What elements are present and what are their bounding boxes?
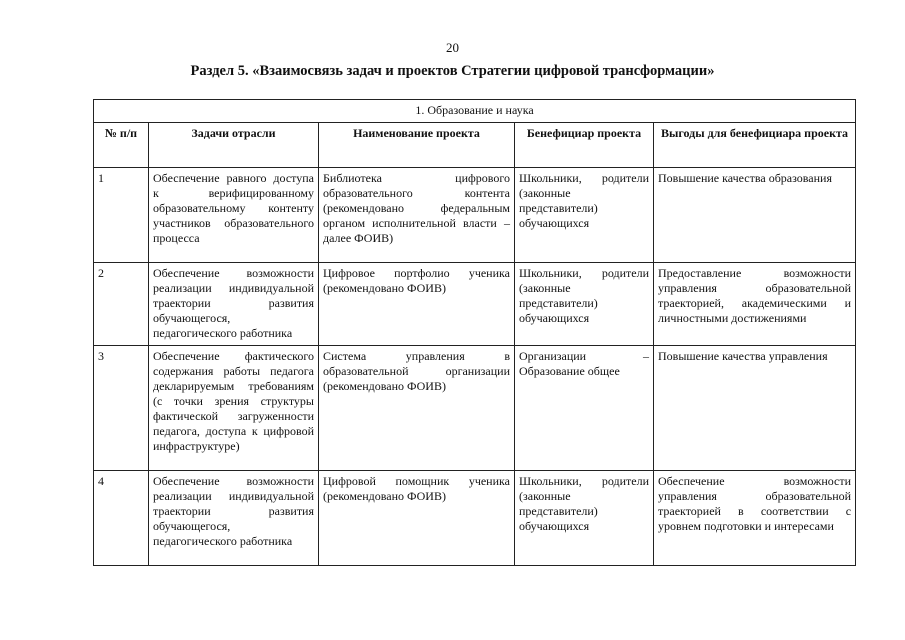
- row-project: Цифровое портфолио ученика (рекомендовано ФОИВ): [319, 263, 515, 346]
- table-row: [94, 346, 856, 471]
- header-beneficiary: Бенефициар проекта: [515, 123, 654, 168]
- table-row: [94, 263, 856, 346]
- row-project: Система управления в образовательной организации (рекомендовано ФОИВ): [319, 346, 515, 471]
- row-num: 1: [94, 168, 149, 263]
- table-row: [94, 471, 856, 566]
- row-benefit: Предоставление возможности управления образовательной траекторией, академическими и личностными достижениями: [654, 263, 856, 346]
- strategy-table: [93, 99, 856, 566]
- row-num: 4: [94, 471, 149, 566]
- row-num: 3: [94, 346, 149, 471]
- row-beneficiary: Школьники, родители (законные представители) обучающихся: [515, 263, 654, 346]
- row-num: 2: [94, 263, 149, 346]
- header-num: № п/п: [94, 123, 149, 168]
- row-benefit: Обеспечение возможности управления образовательной траекторией в соответствии с уровнем подготовки и интересами: [654, 471, 856, 566]
- row-beneficiary: Школьники, родители (законные представители) обучающихся: [515, 471, 654, 566]
- row-benefit: Повышение качества образования: [654, 168, 856, 263]
- table-header-row: [94, 123, 856, 168]
- header-benefit: Выгоды для бенефициара проекта: [654, 123, 856, 168]
- row-project: Библиотека цифрового образовательного контента (рекомендовано федеральным органом исполнительной власти – далее ФОИВ): [319, 168, 515, 263]
- row-project: Цифровой помощник ученика (рекомендовано ФОИВ): [319, 471, 515, 566]
- header-project: Наименование проекта: [319, 123, 515, 168]
- row-task: Обеспечение возможности реализации индивидуальной траектории развития обучающегося, педагогического работника: [149, 263, 319, 346]
- section-title: Раздел 5. «Взаимосвязь задач и проектов Стратегии цифровой трансформации»: [190, 63, 715, 79]
- page-number: 20: [446, 40, 459, 55]
- row-benefit: Повышение качества управления: [654, 346, 856, 471]
- row-beneficiary: Школьники, родители (законные представители) обучающихся: [515, 168, 654, 263]
- row-beneficiary: Организации – Образование общее: [515, 346, 654, 471]
- group-title: 1. Образование и наука: [94, 100, 856, 123]
- table-group-row: [94, 100, 856, 123]
- row-task: Обеспечение фактического содержания работы педагога декларируемым требованиям (с точки зрения структуры фактической загруженности педагога, доступа к цифровой инфраструктуре): [149, 346, 319, 471]
- row-task: Обеспечение возможности реализации индивидуальной траектории развития обучающегося, педагогического работника: [149, 471, 319, 566]
- row-task: Обеспечение равного доступа к верифицированному образовательному контенту участников образовательного процесса: [149, 168, 319, 263]
- header-task: Задачи отрасли: [149, 123, 319, 168]
- table-row: [94, 168, 856, 263]
